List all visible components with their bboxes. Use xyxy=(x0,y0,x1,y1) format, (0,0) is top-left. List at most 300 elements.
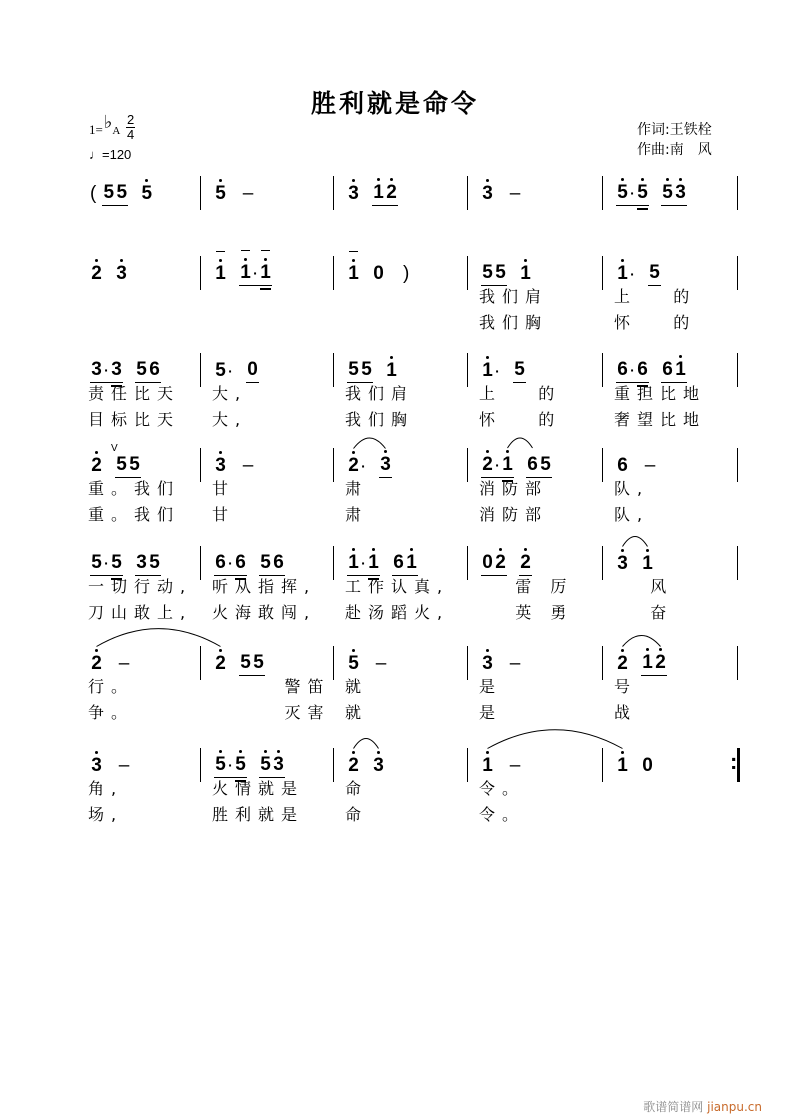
note xyxy=(674,359,687,381)
lyric-verse-2: 场, xyxy=(88,805,124,824)
lyric-verse-1: 肃 xyxy=(345,479,369,498)
note-digit: · xyxy=(361,555,366,571)
note xyxy=(494,262,507,284)
note xyxy=(239,652,252,674)
note-digit: 5 xyxy=(116,182,128,203)
bar-line xyxy=(200,448,201,482)
measure xyxy=(333,549,481,579)
measure xyxy=(88,443,202,481)
note xyxy=(616,182,629,204)
note-digit: 3 xyxy=(215,454,226,476)
note-group xyxy=(616,653,629,676)
lyric-verse-2: 大, xyxy=(212,410,248,429)
lyric-verse-2: 是 xyxy=(479,703,503,722)
bar-line xyxy=(200,646,201,680)
note-digit: 2 xyxy=(520,552,531,573)
note-digit: 2 xyxy=(617,652,628,674)
note xyxy=(347,653,360,675)
note-digit: 3 xyxy=(111,359,122,380)
note-group xyxy=(115,755,133,778)
bar-line xyxy=(333,646,334,680)
beamed-group xyxy=(90,552,123,576)
note-digit: 5 xyxy=(215,754,226,775)
note-digit: 1 xyxy=(260,262,271,283)
note-group xyxy=(347,653,360,676)
augmentation-dot xyxy=(252,262,259,284)
bar-line xyxy=(737,448,738,482)
note-group xyxy=(506,755,524,778)
measure xyxy=(333,451,481,481)
beamed-group xyxy=(641,652,667,676)
bar-line xyxy=(602,546,603,580)
note xyxy=(481,360,494,382)
note-group xyxy=(481,360,501,383)
note-digit: 5 xyxy=(111,552,122,573)
bar-line xyxy=(602,353,603,387)
beamed-group xyxy=(481,262,507,286)
note xyxy=(347,183,360,205)
slur-arc xyxy=(97,629,221,647)
note xyxy=(347,552,360,574)
note xyxy=(661,182,674,204)
measure xyxy=(467,649,616,679)
note xyxy=(616,755,629,777)
lyric-verse-1: 火情就是 xyxy=(212,779,305,798)
note-digit: · xyxy=(104,555,109,571)
dash-note xyxy=(115,653,133,675)
note-digit: 5 xyxy=(103,182,115,203)
note-digit: 6 xyxy=(149,359,160,380)
lyric-verse-2: 火海敢闯, xyxy=(212,603,317,622)
measure xyxy=(602,356,751,386)
note-digit: · xyxy=(104,362,109,378)
augmentation-dot xyxy=(494,360,501,382)
dash-note xyxy=(506,755,524,777)
open-paren: ( xyxy=(90,183,97,204)
measure xyxy=(88,751,202,781)
bar-line xyxy=(467,353,468,387)
lyric-verse-2: 命 xyxy=(345,805,369,824)
lyric-verse-1: 就 xyxy=(345,677,369,696)
staff-row xyxy=(88,179,740,209)
lyric-verse-1: 命 xyxy=(345,779,369,798)
note-group xyxy=(616,455,629,478)
note xyxy=(481,454,494,476)
augmentation-dot xyxy=(360,455,367,477)
note xyxy=(481,552,494,574)
lyric-verse-2: 怀 的 xyxy=(479,410,562,429)
bar-line xyxy=(200,256,201,290)
bar-line xyxy=(737,256,738,290)
note xyxy=(481,183,494,205)
note xyxy=(661,359,674,381)
lyric-verse-2: 就 xyxy=(345,703,369,722)
measure xyxy=(467,549,616,579)
note xyxy=(481,262,494,284)
note-group xyxy=(506,653,524,676)
note-group xyxy=(506,183,524,206)
note xyxy=(385,360,398,382)
note-digit: 5 xyxy=(361,359,372,380)
augmentation-dot xyxy=(629,359,636,381)
note xyxy=(392,552,405,574)
note-digit: 1 xyxy=(240,262,251,283)
note xyxy=(616,553,629,575)
note xyxy=(234,552,247,574)
beamed-group xyxy=(246,359,259,383)
note xyxy=(272,552,285,574)
note-digit: 3 xyxy=(91,754,102,776)
staff-row xyxy=(88,549,740,622)
note xyxy=(616,359,629,381)
slur-arc xyxy=(354,438,386,449)
note-digit: 5 xyxy=(215,359,226,381)
note xyxy=(636,359,649,381)
lyric-verse-1: 雷 厉 xyxy=(479,577,574,596)
measure xyxy=(333,179,481,209)
note-digit: 1 xyxy=(386,359,397,381)
note-group xyxy=(372,755,385,778)
note-digit: 5 xyxy=(514,359,525,380)
note xyxy=(214,455,227,477)
beamed-group xyxy=(214,552,247,576)
note xyxy=(481,755,494,777)
beamed-group xyxy=(519,552,532,576)
lyric-verse-2: 战 xyxy=(614,703,638,722)
note-digit: 5 xyxy=(495,262,506,283)
note xyxy=(539,454,552,476)
note-group xyxy=(90,653,103,676)
note xyxy=(405,552,418,574)
song-title: 胜利就是命令 xyxy=(310,89,479,118)
measure xyxy=(602,179,751,209)
note-digit: 1 xyxy=(215,262,226,284)
note-group xyxy=(214,183,227,206)
note xyxy=(347,755,360,777)
note-digit: 5 xyxy=(260,552,271,573)
bar-line xyxy=(737,353,738,387)
beamed-group xyxy=(616,182,649,206)
bar-line xyxy=(602,748,603,782)
note xyxy=(110,359,123,381)
measure xyxy=(88,549,202,579)
note xyxy=(90,653,103,675)
dash-note xyxy=(372,653,390,675)
note xyxy=(214,653,227,675)
bar-line xyxy=(200,546,201,580)
beamed-group xyxy=(135,552,161,576)
note-group xyxy=(115,263,128,286)
time-signature xyxy=(126,113,135,142)
note-digit: – xyxy=(509,182,521,204)
note-group xyxy=(347,263,360,286)
note-digit: – xyxy=(509,652,521,674)
note xyxy=(347,455,360,477)
note xyxy=(674,182,687,204)
note xyxy=(90,263,103,285)
note-digit: 3 xyxy=(91,359,102,380)
lyric-verse-1: 是 xyxy=(479,677,503,696)
beamed-group xyxy=(616,359,649,383)
note xyxy=(347,359,360,381)
bar-line xyxy=(602,646,603,680)
lyric-verse-1: 责任比天 xyxy=(88,384,181,403)
beamed-group xyxy=(372,182,398,206)
staff-row xyxy=(88,356,740,429)
note-digit: 6 xyxy=(617,359,628,380)
measure xyxy=(333,649,481,679)
measure xyxy=(467,356,616,386)
note-digit: 1 xyxy=(348,262,359,284)
note-digit: 3 xyxy=(675,182,686,203)
watermark-site: 歌谱简谱网 xyxy=(643,1100,704,1114)
measure xyxy=(88,259,202,289)
measure xyxy=(602,751,751,781)
note xyxy=(372,263,385,285)
note xyxy=(214,360,227,382)
note-digit: 3 xyxy=(482,652,493,674)
note xyxy=(519,552,532,574)
note-digit: 3 xyxy=(348,182,359,204)
beamed-group xyxy=(90,359,123,383)
note-digit: 6 xyxy=(273,552,284,573)
measure xyxy=(333,356,481,386)
lyric-verse-1: 听从指挥, xyxy=(212,577,317,596)
note-digit: 6 xyxy=(617,454,628,476)
lyric-verse-2: 怀 的 xyxy=(614,313,697,332)
note-digit: · xyxy=(253,265,258,281)
lyric-verse-1: 号 xyxy=(614,677,638,696)
note xyxy=(214,754,227,776)
bar-line xyxy=(333,546,334,580)
note-group xyxy=(214,653,227,676)
close-paren: ) xyxy=(403,263,410,284)
note-group xyxy=(481,183,494,206)
note xyxy=(641,553,654,575)
beamed-group xyxy=(392,552,418,576)
note-digit: – xyxy=(118,754,130,776)
note xyxy=(128,454,141,476)
measure xyxy=(602,451,751,481)
beamed-group xyxy=(239,262,272,286)
note-digit: 5 xyxy=(348,652,359,674)
measure xyxy=(200,649,347,679)
note-digit: 5 xyxy=(617,182,628,203)
augmentation-dot xyxy=(360,552,367,574)
note-digit: 5 xyxy=(348,359,359,380)
note xyxy=(90,455,103,477)
lyric-verse-1: 重。我们 xyxy=(88,479,181,498)
note xyxy=(372,755,385,777)
note xyxy=(140,183,153,205)
note xyxy=(259,754,272,776)
note xyxy=(90,755,103,777)
tempo-mark xyxy=(89,147,131,162)
dash-note xyxy=(506,183,524,205)
note xyxy=(115,182,128,204)
measure xyxy=(602,259,751,289)
augmentation-dot xyxy=(629,263,636,285)
credits xyxy=(637,120,712,160)
beamed-group xyxy=(526,454,552,478)
dash-note xyxy=(641,455,659,477)
note-digit: 3 xyxy=(482,182,493,204)
lyric-verse-1: 重担比地 xyxy=(614,384,707,403)
note-digit: 1 xyxy=(617,754,628,776)
slur-arc xyxy=(508,438,533,448)
note-digit: 0 xyxy=(482,552,493,573)
lyric-verse-2: 胜利就是 xyxy=(212,805,305,824)
beamed-group xyxy=(661,182,687,206)
note xyxy=(252,652,265,674)
note xyxy=(372,182,385,204)
note-group xyxy=(90,455,103,478)
note-digit: 5 xyxy=(540,454,551,475)
note xyxy=(367,552,380,574)
note-digit: · xyxy=(495,457,500,473)
measure xyxy=(200,179,347,209)
measure xyxy=(467,751,616,781)
note-group xyxy=(385,360,398,383)
note-digit: 5 xyxy=(91,552,102,573)
lyric-verse-2: 争。 xyxy=(88,703,135,722)
measure xyxy=(200,451,347,481)
note-group xyxy=(347,455,367,478)
beamed-group xyxy=(259,754,285,778)
note-digit: 5 xyxy=(260,754,271,775)
note-group xyxy=(347,755,360,778)
note xyxy=(102,182,115,204)
beamed-group xyxy=(135,359,161,383)
note-digit: 2 xyxy=(91,652,102,674)
measure xyxy=(467,259,616,289)
measure xyxy=(333,751,481,781)
lyric-verse-2: 我们胸 xyxy=(345,410,415,429)
note xyxy=(616,653,629,675)
note-digit: 1 xyxy=(406,552,417,573)
note xyxy=(360,359,373,381)
note-digit: 6 xyxy=(215,552,226,573)
note-digit: 1 xyxy=(368,552,379,573)
measure xyxy=(602,549,751,579)
lyric-verse-1: 我们肩 xyxy=(345,384,415,403)
beamed-group xyxy=(111,443,141,478)
note-digit: · xyxy=(495,362,500,379)
augmentation-dot xyxy=(227,754,234,776)
note-group xyxy=(90,755,103,778)
note xyxy=(246,359,259,381)
note xyxy=(481,653,494,675)
measure xyxy=(88,179,202,209)
bar-line xyxy=(467,546,468,580)
lyric-verse-1: 大, xyxy=(212,384,248,403)
measure xyxy=(467,179,616,209)
lyricist: 作词:王铁栓 xyxy=(637,122,712,138)
time-top: 2 xyxy=(127,112,135,127)
note-digit: – xyxy=(118,652,130,674)
lyric-verse-1: 消防部 xyxy=(479,479,549,498)
note xyxy=(234,754,247,776)
note-digit: – xyxy=(644,454,656,476)
lyric-verse-1: 上 的 xyxy=(614,287,697,306)
bar-line xyxy=(737,546,738,580)
measure xyxy=(200,751,347,781)
note-digit: 0 xyxy=(247,359,258,380)
note-group xyxy=(641,455,659,478)
beamed-group xyxy=(481,454,514,478)
note-group xyxy=(115,653,133,676)
staff-row xyxy=(88,749,740,824)
measure xyxy=(200,356,347,386)
note-group xyxy=(239,183,257,206)
note-digit: – xyxy=(242,454,254,476)
lyric-verse-2: 奢望比地 xyxy=(614,410,707,429)
note-digit: 3 xyxy=(273,754,284,775)
note-digit: 2 xyxy=(91,454,102,476)
note-group xyxy=(616,263,636,286)
note-digit: 1 xyxy=(642,652,653,673)
note xyxy=(379,454,392,476)
note-digit: 1 xyxy=(642,552,653,574)
note xyxy=(501,454,514,476)
note xyxy=(239,262,252,284)
bar-line xyxy=(333,176,334,210)
beamed-group xyxy=(347,359,373,383)
bar-line xyxy=(333,448,334,482)
note xyxy=(259,552,272,574)
augmentation-dot xyxy=(103,552,110,574)
note-digit: 2 xyxy=(91,262,102,284)
note-group xyxy=(90,263,103,286)
double-underline xyxy=(260,288,271,290)
note-group xyxy=(214,263,227,286)
note-digit: 2 xyxy=(386,182,397,203)
lyric-verse-1: 上 的 xyxy=(479,384,562,403)
note-group xyxy=(519,263,532,286)
note-digit: 1 xyxy=(482,359,493,381)
augmentation-dot xyxy=(227,360,234,382)
note-group xyxy=(641,755,654,778)
note-digit: 5 xyxy=(482,262,493,283)
staff-row xyxy=(88,259,740,332)
note-digit: – xyxy=(375,652,387,674)
bar-line xyxy=(200,176,201,210)
lyric-verse-1: 警笛 xyxy=(212,677,331,696)
note xyxy=(272,754,285,776)
double-underline xyxy=(637,208,648,210)
dash-note xyxy=(239,455,257,477)
lyric-verse-1: 角, xyxy=(88,779,124,798)
note xyxy=(115,263,128,285)
note xyxy=(636,182,649,204)
measure xyxy=(88,649,202,679)
note-digit: – xyxy=(509,754,521,776)
lyric-verse-2: 灭害 xyxy=(212,703,331,722)
tempo-value: =120 xyxy=(102,147,132,162)
bar-line xyxy=(602,176,603,210)
measure xyxy=(333,259,481,289)
note-digit: 5 xyxy=(240,652,251,673)
note-digit: 6 xyxy=(637,359,648,380)
note-digit: 5 xyxy=(149,552,160,573)
composer: 作曲:南 风 xyxy=(637,142,712,158)
note-group xyxy=(372,263,385,286)
note-digit: 6 xyxy=(527,454,538,475)
measure xyxy=(200,549,347,579)
note-digit: · xyxy=(630,265,635,282)
note xyxy=(641,652,654,674)
note-digit: 2 xyxy=(495,552,506,573)
